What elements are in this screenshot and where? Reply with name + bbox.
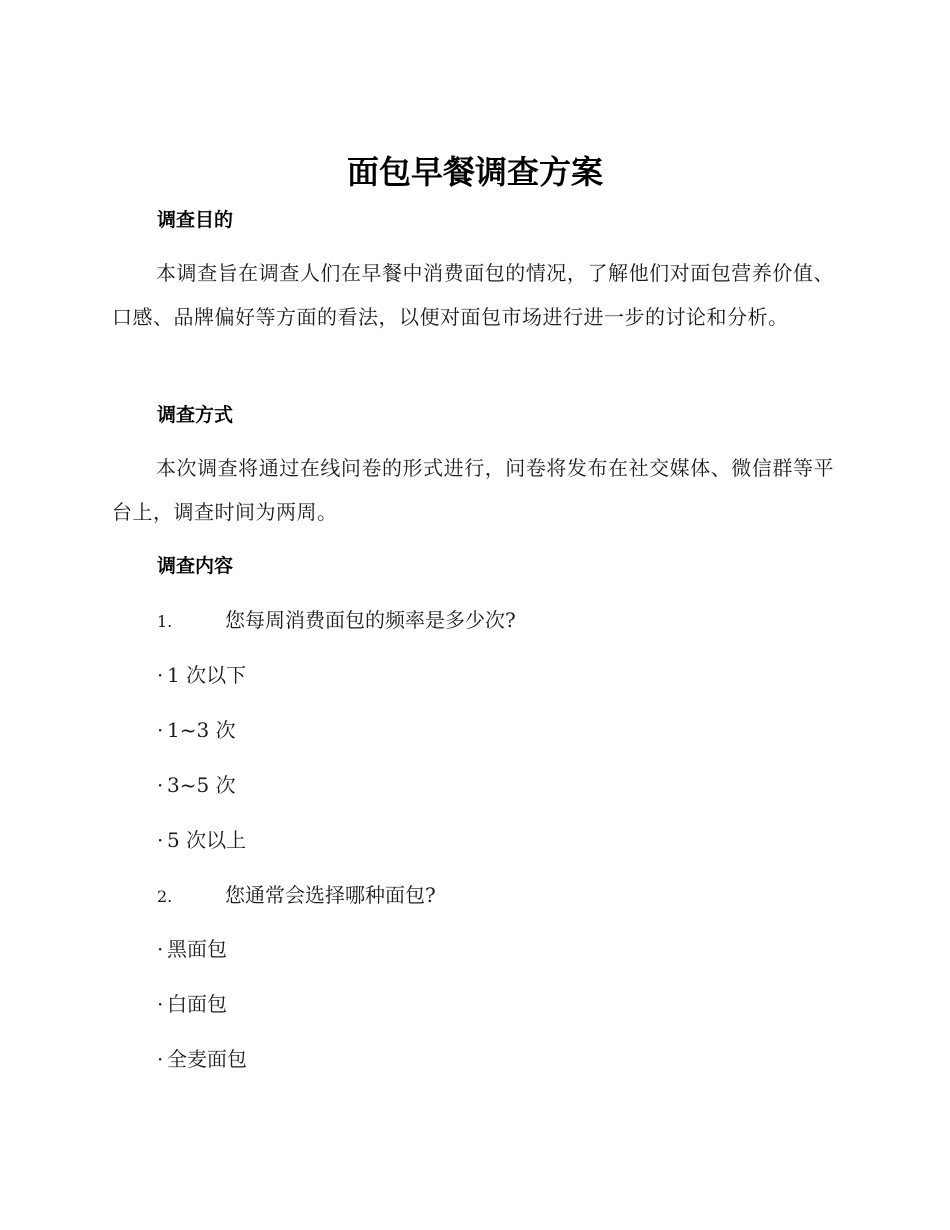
option-item <box>157 826 246 854</box>
question-item <box>157 606 516 636</box>
option-label: 全麦面包 <box>167 1047 247 1071</box>
bullet-icon: · <box>157 718 164 742</box>
section-heading-content: 调查内容 <box>157 555 234 577</box>
document-title: 面包早餐调查方案 <box>346 153 603 191</box>
question-text: 您每周消费面包的频率是多少次? <box>225 608 516 632</box>
bullet-icon: · <box>157 663 164 687</box>
option-label: 1~3 次 <box>167 718 236 742</box>
section-paragraph-method: 本次调查将通过在线问卷的形式进行，问卷将发布在社交媒体、微信群等平台上，调查时间为两周。 <box>112 456 834 524</box>
bullet-icon: · <box>157 773 164 797</box>
bullet-icon: · <box>157 1047 164 1071</box>
option-item <box>157 661 246 689</box>
bullet-icon: · <box>157 992 164 1016</box>
option-label: 黑面包 <box>167 937 227 961</box>
section-paragraph-purpose: 本调查旨在调查人们在早餐中消费面包的情况，了解他们对面包营养价值、口感、品牌偏好等方面的看法，以便对面包市场进行进一步的讨论和分析。 <box>112 261 834 329</box>
bullet-icon: · <box>157 828 164 852</box>
question-text: 您通常会选择哪种面包? <box>225 883 436 907</box>
section-heading-method: 调查方式 <box>157 404 234 426</box>
question-item <box>157 881 436 911</box>
option-label: 5 次以上 <box>167 828 247 852</box>
option-item <box>157 716 236 744</box>
option-label: 1 次以下 <box>167 663 247 687</box>
bullet-icon: · <box>157 937 164 961</box>
question-number: 1. <box>157 612 173 631</box>
option-label: 白面包 <box>167 992 227 1016</box>
option-item <box>157 1045 247 1073</box>
option-item <box>157 935 227 963</box>
question-number: 2. <box>157 887 173 906</box>
section-heading-purpose: 调查目的 <box>157 209 234 231</box>
option-label: 3~5 次 <box>167 773 236 797</box>
option-item <box>157 990 227 1018</box>
option-item <box>157 771 236 799</box>
